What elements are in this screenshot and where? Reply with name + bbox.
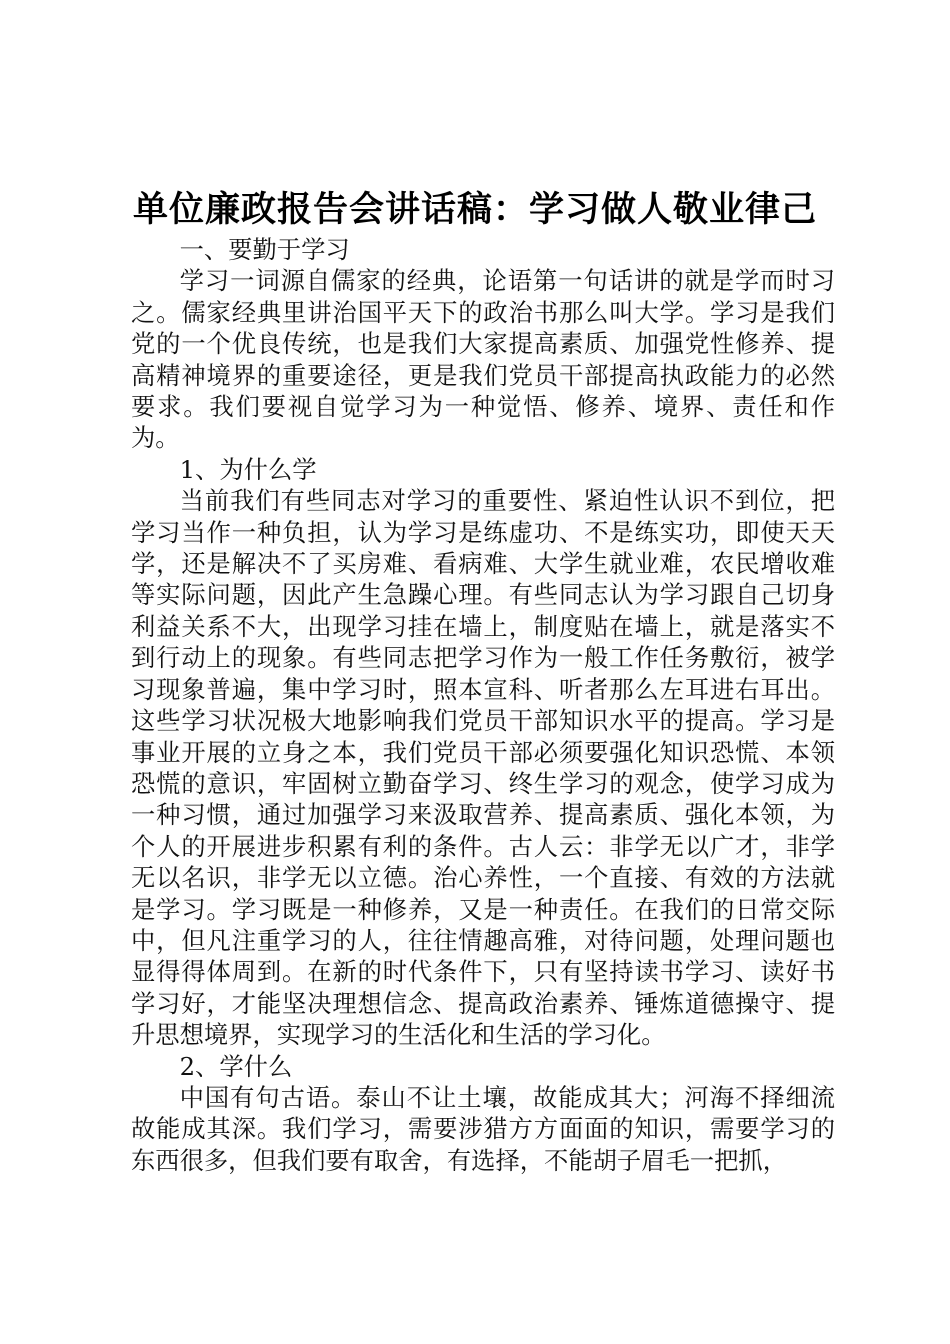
body-paragraph: 中国有句古语。泰山不让土壤，故能成其大；河海不择细流故能成其深。我们学习，需要涉猎方方面面的知识，需要学习的东西很多，但我们要有取舍，有选择，不能胡子眉毛一把抓， (131, 1082, 835, 1175)
document-body (131, 234, 835, 1176)
subsection-heading: 1、为什么学 (179, 454, 317, 484)
body-paragraph: 学习一词源自儒家的经典，论语第一句话讲的就是学而时习之。儒家经典里讲治国平天下的政治书那么叫大学。学习是我们党的一个优良传统，也是我们大家提高素质、加强党性修养、提高精神境界的重要途径，更是我们党员干部提高执政能力的必然要求。我们要视自觉学习为一种觉悟、修养、境界、责任和作为。 (131, 266, 835, 453)
document-title: 单位廉政报告会讲话稿：学习做人敬业律己 (132, 190, 817, 230)
section-heading: 一、要勤于学习 (179, 235, 350, 264)
body-paragraph: 当前我们有些同志对学习的重要性、紧迫性认识不到位，把学习当作一种负担，认为学习是练虚功、不是练实功，即使天天学，还是解决不了买房难、看病难、大学生就业难，农民增收难等实际问题，因此产生急躁心理。有些同志认为学习跟自己切身利益关系不大，出现学习挂在墙上，制度贴在墙上，就是落实不到行动上的现象。有些同志把学习作为一般工作任务敷衍，被学习现象普遍，集中学习时，照本宣科、听者那么左耳进右耳出。这些学习状况极大地影响我们党员干部知识水平的提高。学习是事业开展的立身之本，我们党员干部必须要强化知识恐慌、本领恐慌的意识，牢固树立勤奋学习、终生学习的观念，使学习成为一种习惯，通过加强学习来汲取营养、提高素质、强化本领，为个人的开展进步积累有利的条件。古人云：非学无以广才，非学无以名识，非学无以立德。治心养性，一个直接、有效的方法就是学习。学习既是一种修养，又是一种责任。在我们的日常交际中，但凡注重学习的人，往往情趣高雅，对待问题，处理问题也显得得体周到。在新的时代条件下，只有坚持读书学习、读好书学习好，才能坚决理想信念、提高政治素养、锤炼道德操守、提升思想境界，实现学习的生活化和生活的学习化。 (131, 486, 835, 1050)
subsection-heading: 2、学什么 (179, 1051, 293, 1081)
